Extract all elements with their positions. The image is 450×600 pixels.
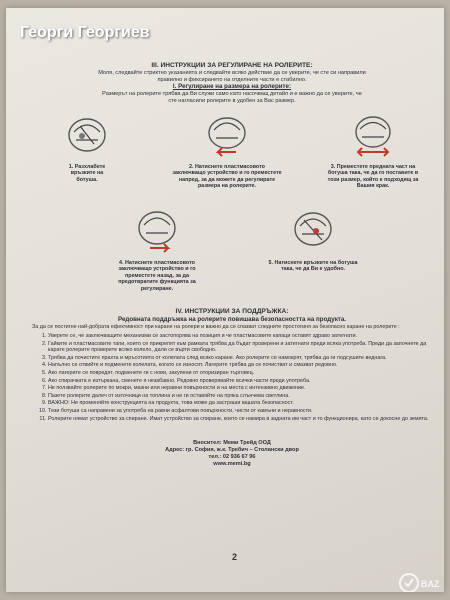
step-1 xyxy=(32,108,142,183)
step-5 xyxy=(258,204,368,272)
importer-footer xyxy=(32,440,432,468)
section-4-title: IV. ИНСТРУКЦИИ ЗА ПОДДРЪЖКА: xyxy=(175,308,289,316)
step-4 xyxy=(102,204,212,292)
step-5-caption: 5. Натиснете връзките на ботуша така, че да Ви е удобно. xyxy=(268,259,358,273)
step-2-caption: 2. Натиснете пластмасовото заключващо устройство и го преместете напред, за да можете да регулирате размера на ролерите. xyxy=(172,163,282,190)
list-item: 8. Пазете ролерите далеч от източници на топлина и не ги оставяйте на пряка слънчева светлина. xyxy=(48,393,432,400)
list-item: 11. Ролерите нямат устройство за спиране. Имат устройство за спиране, което се намира в задната им част и то функционира, като се докосне до земята. xyxy=(48,416,432,423)
subsection-1-line-2: сте нагласили ролерите в удобен за Вас размер. xyxy=(168,97,296,104)
list-item: 3. Трябва да почистите прахта и мръсотията от колелата след всяко каране. Ако ролерите се намокрят, трябва да ги подсушите веднага. xyxy=(48,355,432,362)
list-item: 7. Не ползвайте ролерите по мокри, мазни или неравни повърхности и на места с интензивно движение. xyxy=(48,385,432,392)
subsection-1-line-1: Размерът на ролерите трябва да Ви служи само като насочващ детайл и е важно да се уверите, че xyxy=(102,91,362,98)
section-4-intro: За да се постигне най-добрата ефективност при каране на ролери и важно да се спазват следните простотиня за безопасно каране на ролерите : xyxy=(32,324,400,331)
footer-address: Адрес: гр. София, ж.к. Требич – Столански двор xyxy=(165,447,299,454)
document-sheet xyxy=(6,8,444,592)
subsection-1-title: I. Регулиране на размера на ролерите: xyxy=(172,83,292,91)
step-3-caption: 3. Преместете предната част на ботуша така, че да го поставите в този размер, който е подходящ за Вашия крак. xyxy=(327,163,419,190)
list-item: 2. Гайките и пластмасовите тапи, които се прикрепят към рамката трябва да бъдат проверени и затегнати преди всяка употреба. Преди да започнете да карате ролерите проверете всяко колело, дали се върти свободно. xyxy=(48,341,432,354)
skate-illustration-icon xyxy=(198,108,256,158)
skate-illustration-icon xyxy=(284,204,342,254)
footer-phone: тел.: 02 936 67 96 xyxy=(208,454,256,461)
list-item: 6. Ако спирачката е изтъркана, сменете я незабавно. Редовно проверявайте всички части преди употреба. xyxy=(48,378,432,385)
step-3 xyxy=(318,108,428,189)
list-item: 5. Ако лагерите се повредят, подменете ги с нови, закупени от оторизиран търговец. xyxy=(48,370,432,377)
skate-illustration-icon xyxy=(128,204,186,254)
intro-line-1: Моля, следвайте стриктно указанията и следвайте всяко действие да се уверите, че сте си направили xyxy=(98,70,366,76)
seller-name: Георги Георгиев xyxy=(20,24,150,41)
list-item: 10. Тези ботуши са направени за употреба на равни асфалтови повърхности, чисти от камъни и неравности. xyxy=(48,408,432,415)
skate-illustration-icon xyxy=(58,108,116,158)
section-3-title: III. ИНСТРУКЦИИ ЗА РЕГУЛИРАНЕ НА РОЛЕРИТЕ: xyxy=(151,62,313,69)
bazar-watermark-icon xyxy=(398,568,444,592)
intro-line-2: правилно и фиксирането на отделните части е стабилно. xyxy=(157,76,307,83)
step-4-caption: 4. Натиснете пластмасовото заключващо устройство и го преместете назад, за да предотвратите функцията за регулиране. xyxy=(118,259,196,292)
footer-importer: Вносител: Меми Трейд ООД xyxy=(193,440,271,447)
list-item: 4. Напълно се отвийте и подменете колелата, когато се износят. Лагерите трябва да се почистват и смазват редовно. xyxy=(48,362,432,369)
document-body xyxy=(32,62,432,468)
list-item: 9. ВАЖНО: Не променяйте конструкцията на продукта, това може да застраши вашата безопасност. xyxy=(48,400,432,407)
svg-text:BAZ: BAZ xyxy=(421,579,440,589)
skate-illustration-icon xyxy=(344,108,402,158)
step-2 xyxy=(172,108,282,189)
steps-illustrations xyxy=(32,108,432,308)
page-number: 2 xyxy=(232,552,238,562)
step-1-caption: 1. Разхлабете връзките на ботуша. xyxy=(68,163,106,183)
footer-website: www.memi.bg xyxy=(213,461,251,468)
list-item: 1. Уверете се, че заключващите механизми се застопорява на позиция и че пластмасовите капаци оставят здраво затегнати. xyxy=(48,333,432,340)
section-4-subtitle: Редовната поддръжка на ролерите повишава безопасността на продукта. xyxy=(117,316,346,324)
maintenance-list xyxy=(32,333,432,422)
